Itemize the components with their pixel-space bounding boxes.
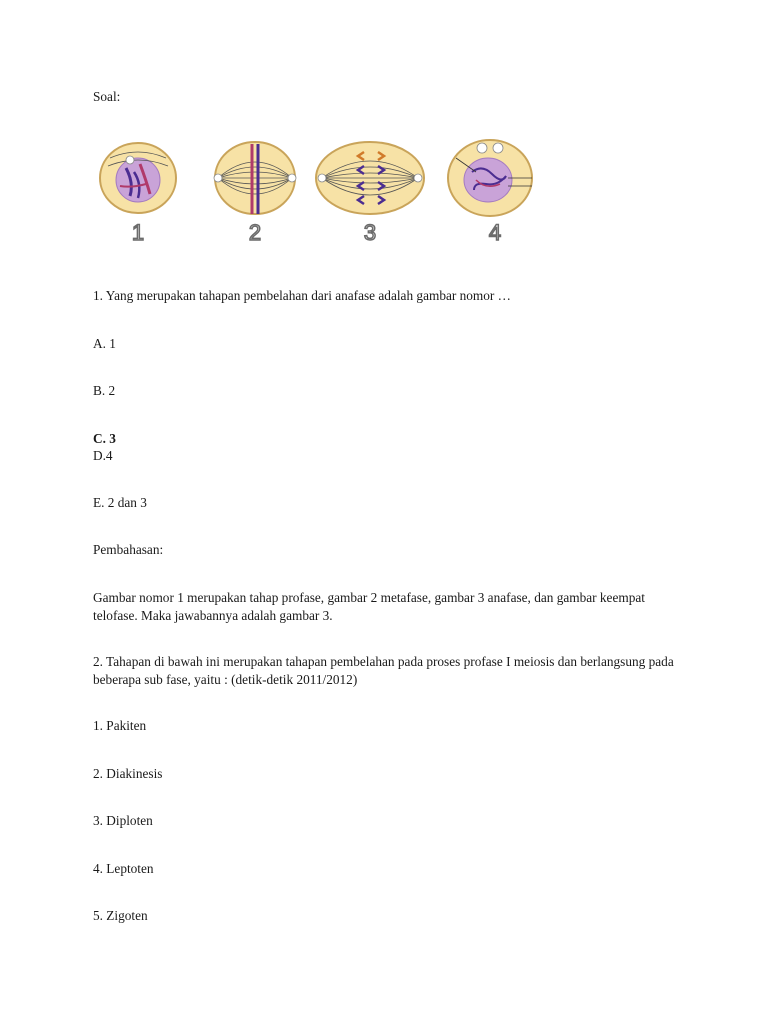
cell-1 xyxy=(100,143,176,213)
cell-label-1: 1 xyxy=(131,220,145,245)
q2-item-3: 3. Diploten xyxy=(93,813,153,828)
cell-label-4: 4 xyxy=(488,220,502,245)
question-1: 1. Yang merupakan tahapan pembelahan dari anafase adalah gambar nomor … xyxy=(93,288,511,303)
cell-4 xyxy=(448,140,532,216)
q2-item-4: 4. Leptoten xyxy=(93,861,154,876)
cell-3 xyxy=(316,142,424,214)
q2-item-2: 2. Diakinesis xyxy=(93,766,163,781)
mitosis-diagram xyxy=(90,128,550,250)
q1-option-b: B. 2 xyxy=(93,383,116,398)
cell-2 xyxy=(214,142,296,214)
q1-option-a: A. 1 xyxy=(93,336,116,351)
cell-label-3: 3 xyxy=(363,220,377,245)
cell-label-2: 2 xyxy=(248,220,262,245)
q2-item-5: 5. Zigoten xyxy=(93,908,148,923)
q1-option-d: D.4 xyxy=(93,448,113,463)
q2-item-1: 1. Pakiten xyxy=(93,718,147,733)
heading-soal: Soal: xyxy=(93,89,121,104)
q1-option-c-correct: C. 3 xyxy=(93,431,116,446)
q1-option-e: E. 2 dan 3 xyxy=(93,495,147,510)
question-2: 2. Tahapan di bawah ini merupakan tahapan pembelahan pada proses profase I meiosis dan berlangsung pada beberapa sub fase, yaitu : (detik-detik 2011/2012) xyxy=(93,654,674,687)
discussion-text: Gambar nomor 1 merupakan tahap profase, gambar 2 metafase, gambar 3 anafase, dan gambar keempat telofase. Maka jawabannya adalah gambar 3. xyxy=(93,590,645,623)
mitosis-figure xyxy=(90,128,550,250)
discussion-label: Pembahasan: xyxy=(93,542,164,557)
